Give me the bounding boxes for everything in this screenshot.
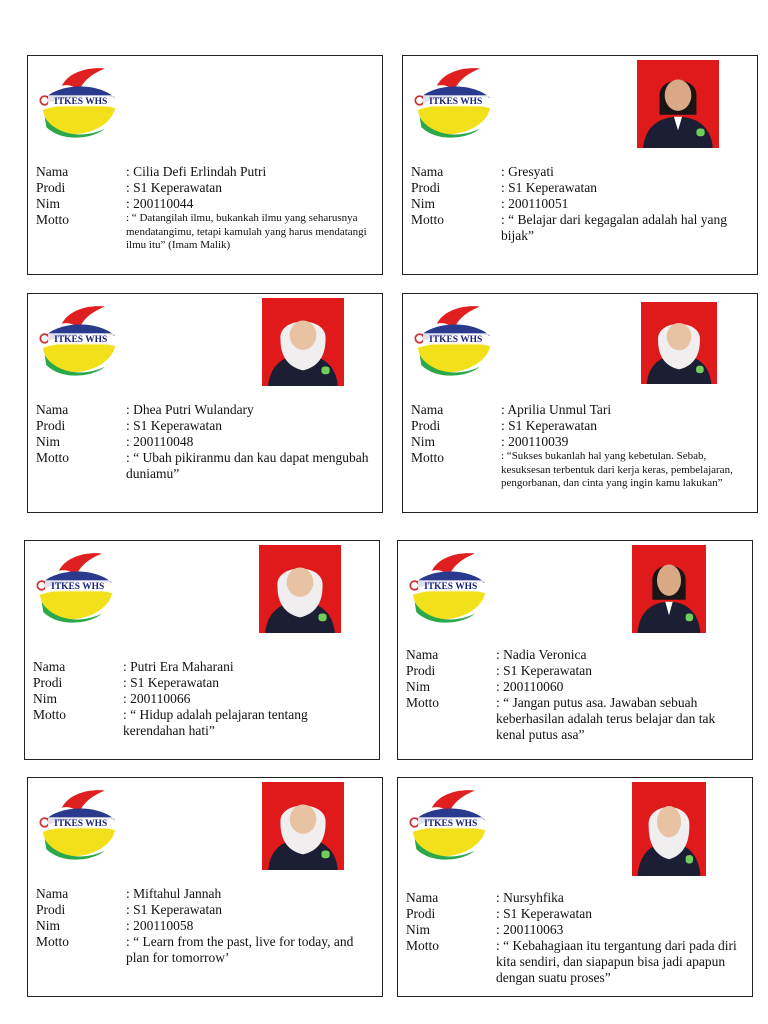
student-motto-row xyxy=(36,212,374,253)
student-prodi: : S1 Keperawatan xyxy=(123,675,219,690)
student-name: : Gresyati xyxy=(501,164,554,179)
student-card xyxy=(27,777,383,997)
student-name-label: Nama xyxy=(36,164,69,179)
student-motto-row xyxy=(411,212,749,244)
itkes-whs-logo xyxy=(406,782,492,868)
student-nim-label: Nim xyxy=(33,691,58,706)
student-nim-row xyxy=(406,679,744,695)
student-motto-label: Motto xyxy=(411,450,445,465)
student-name-label: Nama xyxy=(411,164,444,179)
itkes-whs-logo xyxy=(36,782,122,868)
student-nim-label: Nim xyxy=(36,434,61,449)
student-motto: : “ Kebahagiaan itu tergantung dari pada diri kita sendiri, dan siapapun bisa jadi apapun dengan suatu proses” xyxy=(496,938,737,985)
student-name-row xyxy=(36,886,374,902)
student-info xyxy=(36,886,374,966)
student-name: : Nadia Veronica xyxy=(496,647,587,662)
student-motto: : “ Jangan putus asa. Jawaban sebuah keberhasilan adalah terus belajar dan tak kenal putus asa” xyxy=(496,695,716,742)
student-motto-label: Motto xyxy=(36,450,70,465)
student-prodi: : S1 Keperawatan xyxy=(501,180,597,195)
student-prodi-row xyxy=(411,418,749,434)
student-name-row xyxy=(411,164,749,180)
student-prodi-label: Prodi xyxy=(33,675,63,690)
student-motto-row xyxy=(406,695,744,743)
student-info xyxy=(33,659,371,739)
student-name-label: Nama xyxy=(36,886,69,901)
student-nim-label: Nim xyxy=(406,922,431,937)
student-info xyxy=(411,402,749,491)
student-nim: : 200110058 xyxy=(126,918,194,933)
student-prodi: : S1 Keperawatan xyxy=(126,180,222,195)
student-prodi: : S1 Keperawatan xyxy=(496,663,592,678)
student-nim-row xyxy=(36,434,374,450)
student-nim: : 200110051 xyxy=(501,196,569,211)
itkes-whs-logo xyxy=(36,60,122,146)
svg-text:ITKES WHS: ITKES WHS xyxy=(54,818,108,829)
student-name-label: Nama xyxy=(33,659,66,674)
student-name: : Putri Era Maharani xyxy=(123,659,234,674)
student-name: : Nursyhfika xyxy=(496,890,564,905)
student-card xyxy=(27,293,383,513)
svg-text:ITKES WHS: ITKES WHS xyxy=(429,96,483,107)
student-name: : Cilia Defi Erlindah Putri xyxy=(126,164,267,179)
itkes-whs-logo xyxy=(411,60,497,146)
student-info xyxy=(406,890,744,986)
itkes-whs-logo xyxy=(33,545,119,631)
student-nim-row xyxy=(33,691,371,707)
itkes-whs-logo xyxy=(406,545,492,631)
student-name-row xyxy=(36,164,374,180)
student-photo xyxy=(259,545,341,633)
svg-text:ITKES WHS: ITKES WHS xyxy=(51,581,105,592)
student-name: : Dhea Putri Wulandary xyxy=(126,402,254,417)
student-nim-label: Nim xyxy=(36,918,61,933)
student-nim: : 200110060 xyxy=(496,679,564,694)
student-photo xyxy=(637,60,719,148)
student-prodi-row xyxy=(406,663,744,679)
student-nim-row xyxy=(411,196,749,212)
student-photo xyxy=(632,782,706,876)
student-prodi: : S1 Keperawatan xyxy=(126,902,222,917)
svg-text:ITKES WHS: ITKES WHS xyxy=(424,581,478,592)
student-name-label: Nama xyxy=(411,402,444,417)
student-name-row xyxy=(406,890,744,906)
student-nim-row xyxy=(36,196,374,212)
student-nim-label: Nim xyxy=(411,196,436,211)
itkes-whs-logo xyxy=(411,298,497,384)
svg-text:ITKES WHS: ITKES WHS xyxy=(54,96,108,107)
student-prodi-row xyxy=(406,906,744,922)
student-prodi-row xyxy=(33,675,371,691)
student-name-label: Nama xyxy=(36,402,69,417)
student-name-row xyxy=(411,402,749,418)
student-nim: : 200110048 xyxy=(126,434,194,449)
svg-text:ITKES WHS: ITKES WHS xyxy=(54,334,108,345)
student-photo xyxy=(632,545,706,633)
student-name-label: Nama xyxy=(406,890,439,905)
student-motto-row xyxy=(36,450,374,482)
student-card xyxy=(402,293,758,513)
student-motto: : “ Datangilah ilmu, bukankah ilmu yang seharusnya mendatangimu, tetapi kamulah yang harus mendatangi ilmu itu” (Imam Malik) xyxy=(126,212,367,251)
student-prodi-label: Prodi xyxy=(411,418,441,433)
student-nim-row xyxy=(406,922,744,938)
student-prodi: : S1 Keperawatan xyxy=(126,418,222,433)
student-motto-label: Motto xyxy=(411,212,445,227)
student-prodi: : S1 Keperawatan xyxy=(496,906,592,921)
student-motto: : “Sukses bukanlah hal yang kebetulan. Sebab, kesuksesan terbentuk dari kerja keras, pembelajaran, pengorbanan, dan cinta yang ingin kamu lakukan” xyxy=(501,450,733,489)
student-card xyxy=(397,540,753,760)
student-nim: : 200110066 xyxy=(123,691,191,706)
student-photo xyxy=(262,298,344,386)
student-motto-label: Motto xyxy=(33,707,67,722)
student-card xyxy=(402,55,758,275)
student-photo xyxy=(262,782,344,870)
student-nim: : 200110044 xyxy=(126,196,194,211)
student-nim-row xyxy=(411,434,749,450)
student-prodi-row xyxy=(36,418,374,434)
student-nim: : 200110039 xyxy=(501,434,569,449)
student-prodi-row xyxy=(36,902,374,918)
student-motto-row xyxy=(411,450,749,491)
student-name: : Aprilia Unmul Tari xyxy=(501,402,612,417)
student-prodi-label: Prodi xyxy=(36,902,66,917)
student-card xyxy=(397,777,753,997)
student-nim-label: Nim xyxy=(406,679,431,694)
svg-text:ITKES WHS: ITKES WHS xyxy=(424,818,478,829)
student-motto-label: Motto xyxy=(406,695,440,710)
student-nim-label: Nim xyxy=(411,434,436,449)
student-motto: : “ Ubah pikiranmu dan kau dapat mengubah duniamu” xyxy=(126,450,369,481)
student-prodi-label: Prodi xyxy=(406,906,436,921)
student-name-label: Nama xyxy=(406,647,439,662)
itkes-whs-logo xyxy=(36,298,122,384)
student-info xyxy=(36,164,374,253)
student-motto-label: Motto xyxy=(36,934,70,949)
student-prodi-label: Prodi xyxy=(411,180,441,195)
student-info xyxy=(406,647,744,743)
student-motto-label: Motto xyxy=(406,938,440,953)
student-info xyxy=(36,402,374,482)
student-prodi-label: Prodi xyxy=(406,663,436,678)
student-motto-row xyxy=(33,707,371,739)
svg-text:ITKES WHS: ITKES WHS xyxy=(429,334,483,345)
student-nim: : 200110063 xyxy=(496,922,564,937)
student-prodi: : S1 Keperawatan xyxy=(501,418,597,433)
student-nim-row xyxy=(36,918,374,934)
student-prodi-row xyxy=(411,180,749,196)
student-motto-label: Motto xyxy=(36,212,70,227)
student-motto-row xyxy=(36,934,374,966)
student-prodi-label: Prodi xyxy=(36,418,66,433)
student-info xyxy=(411,164,749,244)
student-motto: : “ Belajar dari kegagalan adalah hal yang bijak” xyxy=(501,212,728,243)
student-name-row xyxy=(406,647,744,663)
student-card xyxy=(27,55,383,275)
student-prodi-label: Prodi xyxy=(36,180,66,195)
student-prodi-row xyxy=(36,180,374,196)
student-name-row xyxy=(36,402,374,418)
student-card xyxy=(24,540,380,760)
student-nim-label: Nim xyxy=(36,196,61,211)
student-motto: : “ Hidup adalah pelajaran tentang kerendahan hati” xyxy=(123,707,308,738)
student-name: : Miftahul Jannah xyxy=(126,886,222,901)
student-photo xyxy=(641,302,717,384)
student-name-row xyxy=(33,659,371,675)
student-motto-row xyxy=(406,938,744,986)
student-motto: : “ Learn from the past, live for today, and plan for tomorrow’ xyxy=(126,934,354,965)
